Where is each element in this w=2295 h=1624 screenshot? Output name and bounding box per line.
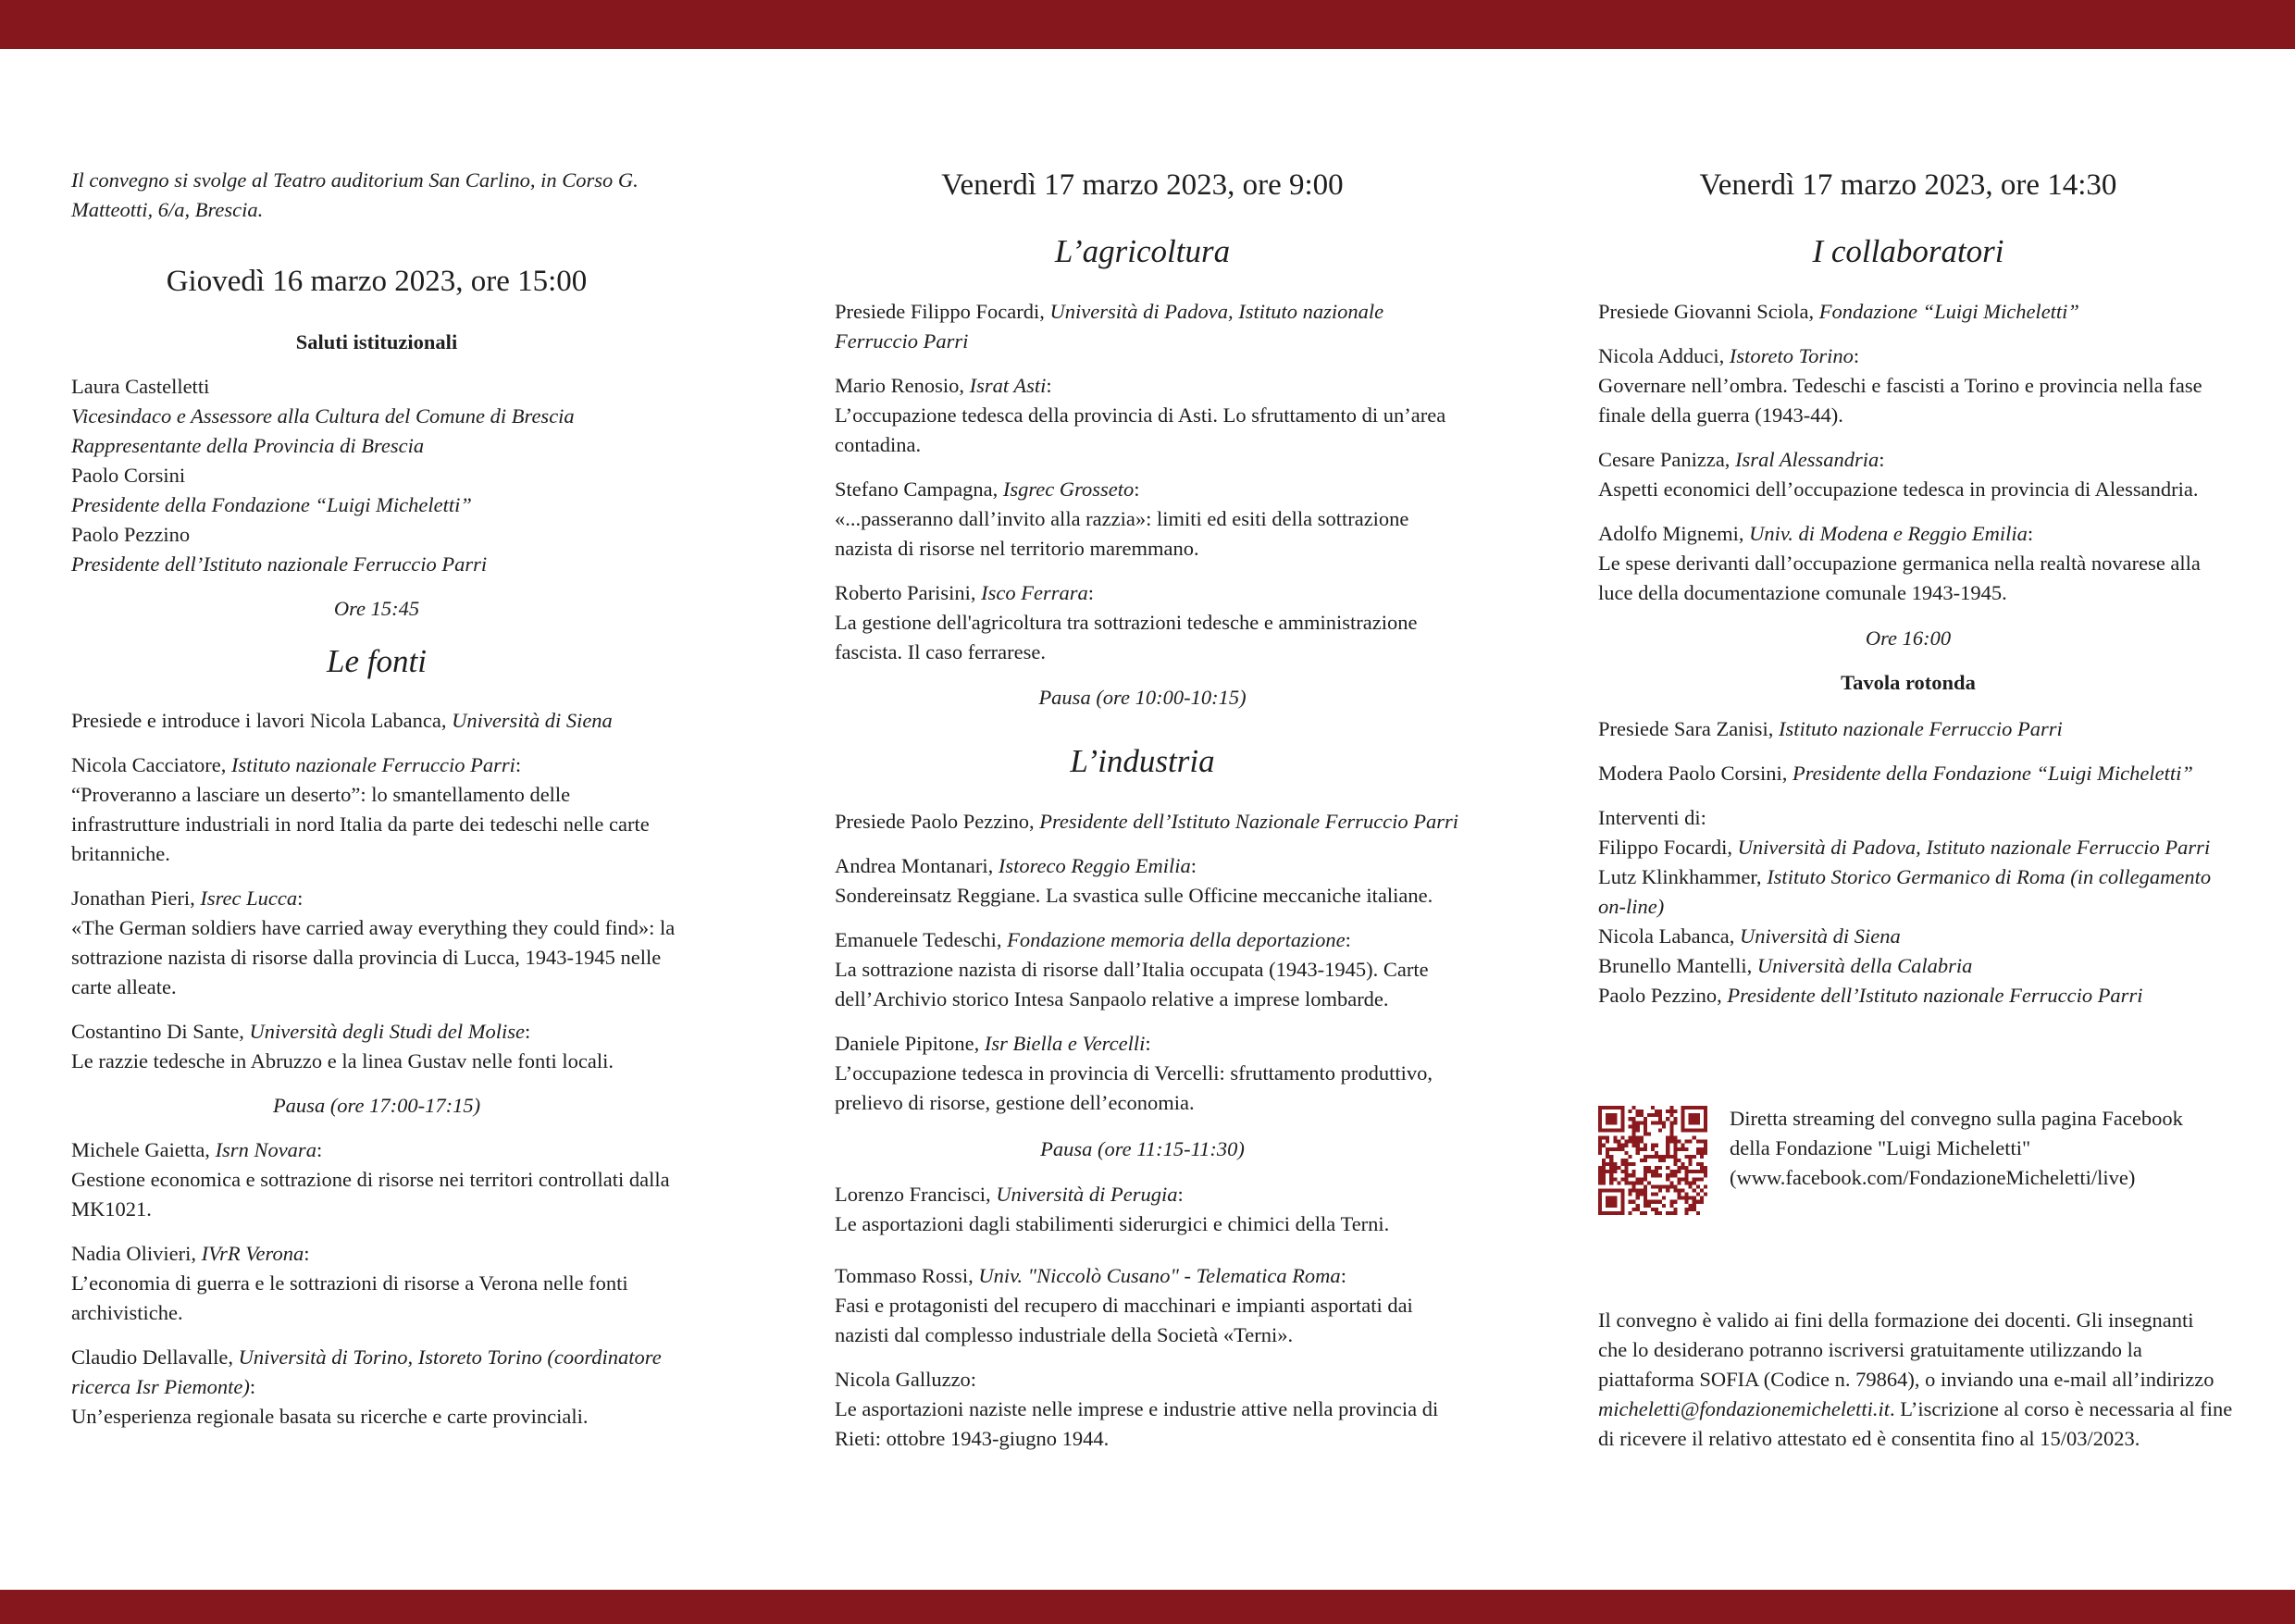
notice-line: piattaforma SOFIA (Codice n. 79864), o inviando una e-mail all’indirizzo: [1598, 1368, 2214, 1391]
intervention-item: Lutz Klinkhammer, Istituto Storico Germanico di Roma (in collegamento: [1598, 865, 2212, 888]
greeting-name: Paolo Pezzino: [71, 523, 191, 546]
day-heading: Venerdì 17 marzo 2023, ore 9:00: [941, 168, 1344, 202]
day-heading: Giovedì 16 marzo 2023, ore 15:00: [166, 265, 588, 298]
intervention-item: Paolo Pezzino, Presidente dell’Istituto nazionale Ferruccio Parri: [1598, 984, 2143, 1007]
greetings-title: Saluti istituzionali: [295, 330, 458, 353]
talk-speaker: Costantino Di Sante, Università degli Studi del Molise:: [71, 1020, 531, 1043]
round-table-title: Tavola rotonda: [1841, 671, 1976, 694]
talk-speaker: Andrea Montanari, Istoreco Reggio Emilia:: [835, 854, 1197, 877]
talk-title: “Proveranno a lasciare un deserto”: lo smantellamento delle: [71, 783, 571, 806]
session-chair-affil: Ferruccio Parri: [835, 329, 969, 353]
talk-title: Aspetti economici dell’occupazione tedesca in provincia di Alessandria.: [1598, 477, 2199, 501]
talk-speaker: Cesare Panizza, Isral Alessandria:: [1598, 448, 1885, 471]
session-time: Ore 16:00: [1865, 626, 1952, 650]
streaming-line-2: della Fondazione "Luigi Micheletti": [1730, 1136, 2031, 1159]
section-title: L’agricoltura: [1054, 233, 1231, 269]
talk-title: finale della guerra (1943-44).: [1598, 403, 1843, 427]
session-chair: Presiede e introduce i lavori Nicola Labanca, Università di Siena: [71, 709, 613, 732]
talk-title: dell’Archivio storico Intesa Sanpaolo relative a imprese lombarde.: [835, 987, 1389, 1010]
talk-speaker: Jonathan Pieri, Isrec Lucca:: [71, 886, 304, 910]
talk-title: prelievo di risorse, gestione dell’economia.: [835, 1091, 1195, 1114]
talk-speaker: Stefano Campagna, Isgrec Grosseto:: [835, 477, 1140, 501]
session-chair: Presiede Giovanni Sciola, Fondazione “Luigi Micheletti”: [1598, 300, 2079, 323]
talk-title: Le asportazioni naziste nelle imprese e industrie attive nella provincia di: [835, 1397, 1439, 1420]
intervention-item: Nicola Labanca, Università di Siena: [1598, 924, 1901, 948]
qr-code-icon[interactable]: [1598, 1106, 1707, 1215]
talk-speaker: Nadia Olivieri, IVrR Verona:: [71, 1242, 310, 1265]
greeting-role: Vicesindaco e Assessore alla Cultura del Comune di Brescia: [71, 404, 575, 428]
session-time: Ore 15:45: [333, 597, 420, 620]
talk-speaker-affil: ricerca Isr Piemonte):: [71, 1375, 256, 1398]
round-table-moderator: Modera Paolo Corsini, Presidente della Fondazione “Luigi Micheletti”: [1598, 762, 2193, 785]
talk-speaker: Mario Renosio, Israt Asti:: [835, 374, 1052, 397]
talk-title: Sondereinsatz Reggiane. La svastica sulle Officine meccaniche italiane.: [835, 884, 1433, 907]
talk-speaker: Nicola Galluzzo:: [835, 1368, 977, 1391]
round-table-chair: Presiede Sara Zanisi, Istituto nazionale Ferruccio Parri: [1598, 717, 2063, 740]
talk-title: britanniche.: [71, 842, 170, 865]
section-title: Le fonti: [327, 643, 427, 679]
notice-line: di ricevere il relativo attestato ed è consentita fino al 15/03/2023.: [1598, 1427, 2140, 1450]
greeting-role: Presidente della Fondazione “Luigi Micheletti”: [71, 493, 472, 516]
talk-title: «...passeranno dall’invito alla razzia»: limiti ed esiti della sottrazione: [835, 507, 1409, 530]
venue-line-1: Il convegno si svolge al Teatro auditorium San Carlino, in Corso G.: [71, 168, 639, 192]
talk-speaker: Nicola Cacciatore, Istituto nazionale Ferruccio Parri:: [71, 753, 522, 776]
talk-speaker: Daniele Pipitone, Isr Biella e Vercelli:: [835, 1032, 1151, 1055]
talk-title: MK1021.: [71, 1197, 152, 1221]
talk-title: carte alleate.: [71, 975, 177, 998]
talk-title: Un’esperienza regionale basata su ricerche e carte provinciali.: [71, 1405, 589, 1428]
talk-speaker: Tommaso Rossi, Univ. "Niccolò Cusano" - Telematica Roma:: [835, 1264, 1346, 1287]
venue-line-2: Matteotti, 6/a, Brescia.: [71, 198, 264, 221]
talk-title: L’occupazione tedesca della provincia di Asti. Lo sfruttamento di un’area: [835, 403, 1446, 427]
email-link[interactable]: micheletti@fondazionemicheletti.it: [1598, 1397, 1890, 1420]
talk-title: Governare nell’ombra. Tedeschi e fascisti a Torino e provincia nella fase: [1598, 374, 2202, 397]
talk-title: Fasi e protagonisti del recupero di macchinari e impianti asportati dai: [835, 1294, 1413, 1317]
top-band: [0, 0, 2295, 49]
pause-label: Pausa (ore 11:15-11:30): [1040, 1137, 1245, 1160]
notice-line: che lo desiderano potranno iscriversi gratuitamente utilizzando la: [1598, 1338, 2142, 1361]
intervention-item: Filippo Focardi, Università di Padova, Istituto nazionale Ferruccio Parri: [1598, 836, 2211, 859]
talk-title: La gestione dell'agricoltura tra sottrazioni tedesche e amministrazione: [835, 611, 1418, 634]
greeting-role: Presidente dell’Istituto nazionale Ferruccio Parri: [71, 552, 488, 576]
section-title: L’industria: [1070, 743, 1215, 779]
talk-title: L’economia di guerra e le sottrazioni di risorse a Verona nelle fonti: [71, 1271, 628, 1295]
greeting-name: Paolo Corsini: [71, 464, 186, 487]
talk-title: fascista. Il caso ferrarese.: [835, 640, 1046, 663]
day-heading: Venerdì 17 marzo 2023, ore 14:30: [1699, 168, 2117, 202]
pause-label: Pausa (ore 17:00-17:15): [272, 1094, 481, 1117]
section-title: I collaboratori: [1812, 233, 2004, 269]
notice-line: Il convegno è valido ai fini della formazione dei docenti. Gli insegnanti: [1598, 1308, 2194, 1332]
talk-speaker: Emanuele Tedeschi, Fondazione memoria della deportazione:: [835, 928, 1351, 951]
talk-title: nazisti dal complesso industriale della Società «Terni».: [835, 1323, 1294, 1346]
talk-title: Gestione economica e sottrazione di risorse nei territori controllati dalla: [71, 1168, 670, 1191]
talk-title: Rieti: ottobre 1943-giugno 1944.: [835, 1427, 1110, 1450]
streaming-link[interactable]: (www.facebook.com/FondazioneMicheletti/live): [1730, 1166, 2136, 1189]
bottom-band: [0, 1590, 2295, 1624]
session-chair: Presiede Filippo Focardi, Università di Padova, Istituto nazionale: [835, 300, 1384, 323]
talk-title: luce della documentazione comunale 1943-1945.: [1598, 581, 2007, 604]
pause-label: Pausa (ore 10:00-10:15): [1038, 686, 1247, 709]
talk-title: Le spese derivanti dall’occupazione germanica nella realtà novarese alla: [1598, 552, 2201, 575]
talk-speaker: Claudio Dellavalle, Università di Torino, Istoreto Torino (coordinatore: [71, 1345, 662, 1369]
talk-title: sottrazione nazista di risorse dalla provincia di Lucca, 1943-1945 nelle: [71, 946, 662, 969]
talk-title: «The German soldiers have carried away everything they could find»: la: [71, 916, 676, 939]
talk-title: contadina.: [835, 433, 922, 456]
talk-title: Le razzie tedesche in Abruzzo e la linea Gustav nelle fonti locali.: [71, 1049, 614, 1072]
talk-speaker: Adolfo Mignemi, Univ. di Modena e Reggio Emilia:: [1598, 522, 2034, 545]
streaming-line-1: Diretta streaming del convegno sulla pagina Facebook: [1730, 1107, 2183, 1130]
greeting-role: Rappresentante della Provincia di Brescia: [71, 434, 425, 457]
notice-line: micheletti@fondazionemicheletti.it. L’iscrizione al corso è necessaria al fine: [1598, 1397, 2233, 1420]
talk-speaker: Roberto Parisini, Isco Ferrara:: [835, 581, 1094, 604]
talk-speaker: Michele Gaietta, Isrn Novara:: [71, 1138, 323, 1161]
session-chair: Presiede Paolo Pezzino, Presidente dell’Istituto Nazionale Ferruccio Parri: [835, 810, 1459, 833]
intervention-item: Brunello Mantelli, Università della Calabria: [1598, 954, 1973, 977]
intervention-item: on-line): [1598, 895, 1665, 918]
talk-title: La sottrazione nazista di risorse dall’Italia occupata (1943-1945). Carte: [835, 958, 1429, 981]
talk-title: L’occupazione tedesca in provincia di Vercelli: sfruttamento produttivo,: [835, 1061, 1433, 1085]
talk-title: infrastrutture industriali in nord Italia da parte dei tedeschi nelle carte: [71, 812, 650, 836]
talk-speaker: Nicola Adduci, Istoreto Torino:: [1598, 344, 1860, 367]
talk-title: archivistiche.: [71, 1301, 183, 1324]
talk-speaker: Lorenzo Francisci, Università di Perugia:: [835, 1183, 1184, 1206]
interventions-label: Interventi di:: [1598, 806, 1706, 829]
greeting-name: Laura Castelletti: [71, 375, 210, 398]
talk-title: nazista di risorse nel territorio maremmano.: [835, 537, 1199, 560]
talk-title: Le asportazioni dagli stabilimenti siderurgici e chimici della Terni.: [835, 1212, 1390, 1235]
